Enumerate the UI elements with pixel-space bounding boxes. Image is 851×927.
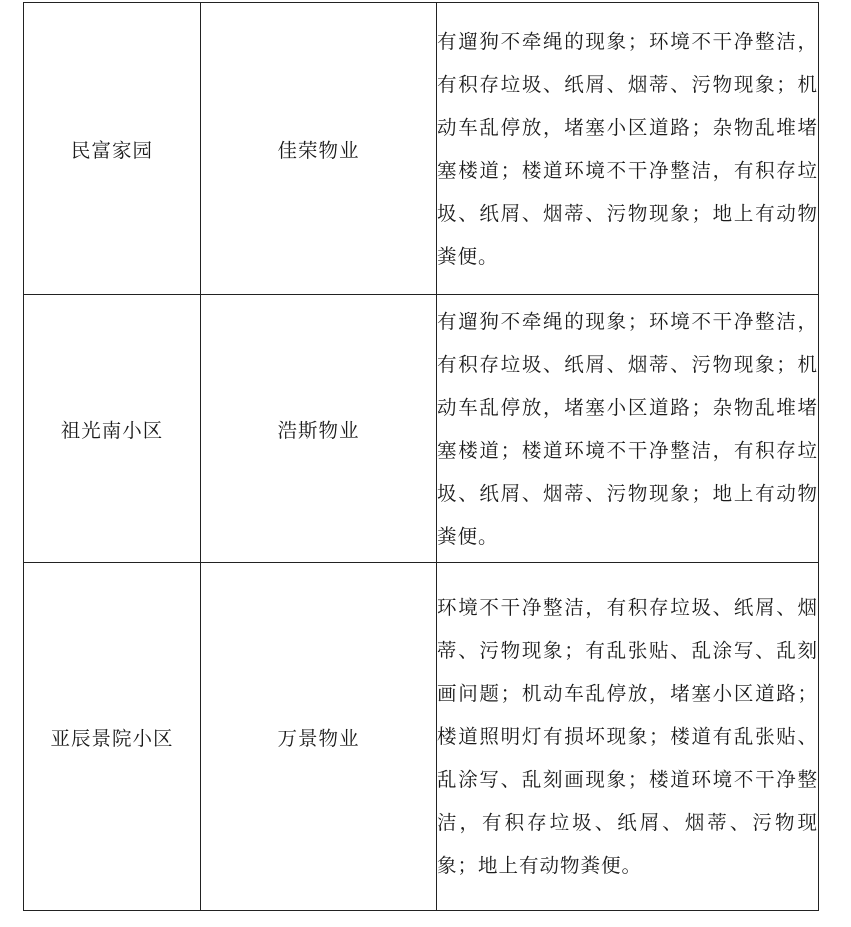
- property-company-cell: 浩斯物业: [201, 295, 437, 563]
- issues-cell: 有遛狗不牵绳的现象；环境不干净整洁，有积存垃圾、纸屑、烟蒂、污物现象；机动车乱停放，堵塞小区道路；杂物乱堆堵塞楼道；楼道环境不干净整洁，有积存垃圾、纸屑、烟蒂、污物现象；地上有动物粪便。: [437, 295, 819, 563]
- community-name-cell: 祖光南小区: [24, 295, 201, 563]
- inspection-table: [23, 2, 819, 911]
- community-name-cell: 民富家园: [24, 3, 201, 295]
- table-row: [24, 295, 819, 563]
- property-company-cell: 佳荣物业: [201, 3, 437, 295]
- issues-cell: 有遛狗不牵绳的现象；环境不干净整洁，有积存垃圾、纸屑、烟蒂、污物现象；机动车乱停放，堵塞小区道路；杂物乱堆堵塞楼道；楼道环境不干净整洁，有积存垃圾、纸屑、烟蒂、污物现象；地上有动物粪便。: [437, 3, 819, 295]
- community-name-cell: 亚辰景院小区: [24, 563, 201, 911]
- table-row: [24, 563, 819, 911]
- issues-cell: 环境不干净整洁，有积存垃圾、纸屑、烟蒂、污物现象；有乱张贴、乱涂写、乱刻画问题；机动车乱停放，堵塞小区道路；楼道照明灯有损坏现象；楼道有乱张贴、乱涂写、乱刻画现象；楼道环境不干净整洁，有积存垃圾、纸屑、烟蒂、污物现象；地上有动物粪便。: [437, 563, 819, 911]
- table-row: [24, 3, 819, 295]
- property-company-cell: 万景物业: [201, 563, 437, 911]
